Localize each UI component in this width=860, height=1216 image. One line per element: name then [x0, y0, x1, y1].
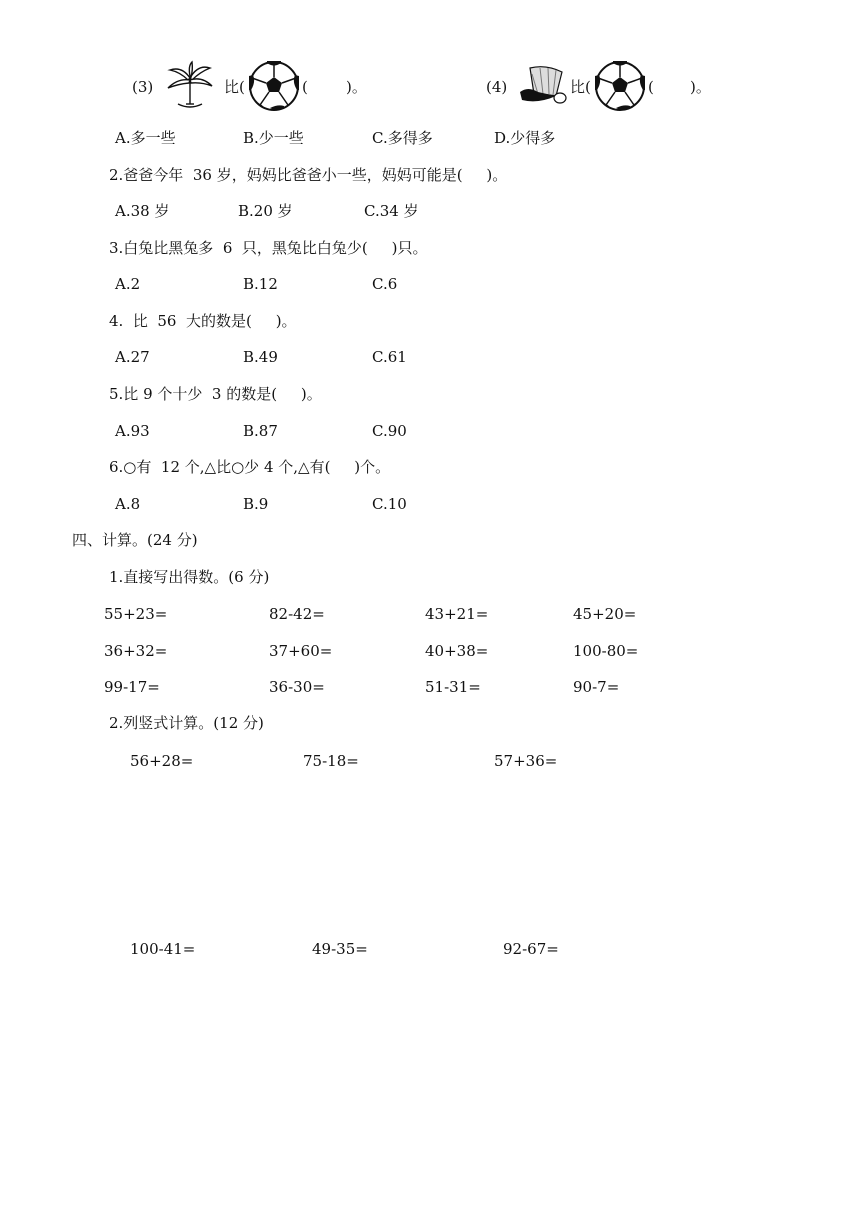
- option-a: A.多一些: [115, 129, 176, 147]
- calc-item: 55+23=: [104, 605, 168, 623]
- calc-item: 99-17=: [104, 678, 160, 696]
- q2-option-b: B.20 岁: [238, 202, 293, 220]
- vertical-calc-item: 56+28=: [130, 752, 194, 770]
- calc-item: 100-80=: [573, 642, 639, 660]
- option-c: C.多得多: [372, 129, 433, 147]
- q3-option-a: A.2: [115, 275, 141, 293]
- section-4-title: 四、计算。(24 分): [72, 531, 198, 549]
- q6-option-b: B.9: [243, 495, 269, 513]
- q5-option-c: C.90: [372, 422, 407, 440]
- soccer-ball-icon: [594, 60, 646, 112]
- shuttlecock-icon: [516, 64, 568, 108]
- item-3-compare: 比(: [224, 78, 245, 96]
- q2-option-a: A.38 岁: [115, 202, 170, 220]
- calc-item: 40+38=: [425, 642, 489, 660]
- question-2: 2.爸爸今年 36 岁，妈妈比爸爸小一些，妈妈可能是( )。: [109, 166, 508, 184]
- option-d: D.少得多: [494, 129, 556, 147]
- palm-tree-icon: [164, 60, 216, 112]
- q5-option-a: A.93: [115, 422, 150, 440]
- calc-item: 90-7=: [573, 678, 620, 696]
- item-4-blank: (: [648, 78, 654, 96]
- q4-option-c: C.61: [372, 348, 407, 366]
- q5-option-b: B.87: [243, 422, 278, 440]
- calc-item: 43+21=: [425, 605, 489, 623]
- q4-option-a: A.27: [115, 348, 150, 366]
- calc-item: 37+60=: [269, 642, 333, 660]
- question-4: 4. 比 56 大的数是( )。: [109, 312, 297, 330]
- question-5: 5.比 9 个十少 3 的数是( )。: [109, 385, 322, 403]
- soccer-ball-icon: [248, 60, 300, 112]
- item-4-end: )。: [690, 78, 711, 96]
- vertical-calc-item: 75-18=: [303, 752, 359, 770]
- item-3-end: )。: [346, 78, 367, 96]
- q4-option-b: B.49: [243, 348, 278, 366]
- part-2-title: 2.列竖式计算。(12 分): [109, 714, 264, 732]
- calc-item: 82-42=: [269, 605, 325, 623]
- vertical-calc-item: 100-41=: [130, 940, 196, 958]
- item-4-label: (4): [486, 78, 508, 96]
- calc-item: 51-31=: [425, 678, 481, 696]
- calc-item: 36-30=: [269, 678, 325, 696]
- item-3-blank: (: [302, 78, 308, 96]
- q2-option-c: C.34 岁: [364, 202, 419, 220]
- calc-item: 45+20=: [573, 605, 637, 623]
- item-3-label: (3): [132, 78, 154, 96]
- vertical-calc-item: 92-67=: [503, 940, 559, 958]
- calc-item: 36+32=: [104, 642, 168, 660]
- vertical-calc-item: 57+36=: [494, 752, 558, 770]
- q6-option-c: C.10: [372, 495, 407, 513]
- q3-option-c: C.6: [372, 275, 398, 293]
- question-3: 3.白兔比黑兔多 6 只，黑兔比白兔少( )只。: [109, 239, 428, 257]
- q6-option-a: A.8: [115, 495, 141, 513]
- item-4-compare: 比(: [570, 78, 591, 96]
- q3-option-b: B.12: [243, 275, 278, 293]
- option-b: B.少一些: [243, 129, 304, 147]
- question-6: 6.○有 12 个,△比○少 4 个,△有( )个。: [109, 458, 391, 476]
- vertical-calc-item: 49-35=: [312, 940, 368, 958]
- part-1-title: 1.直接写出得数。(6 分): [109, 568, 270, 586]
